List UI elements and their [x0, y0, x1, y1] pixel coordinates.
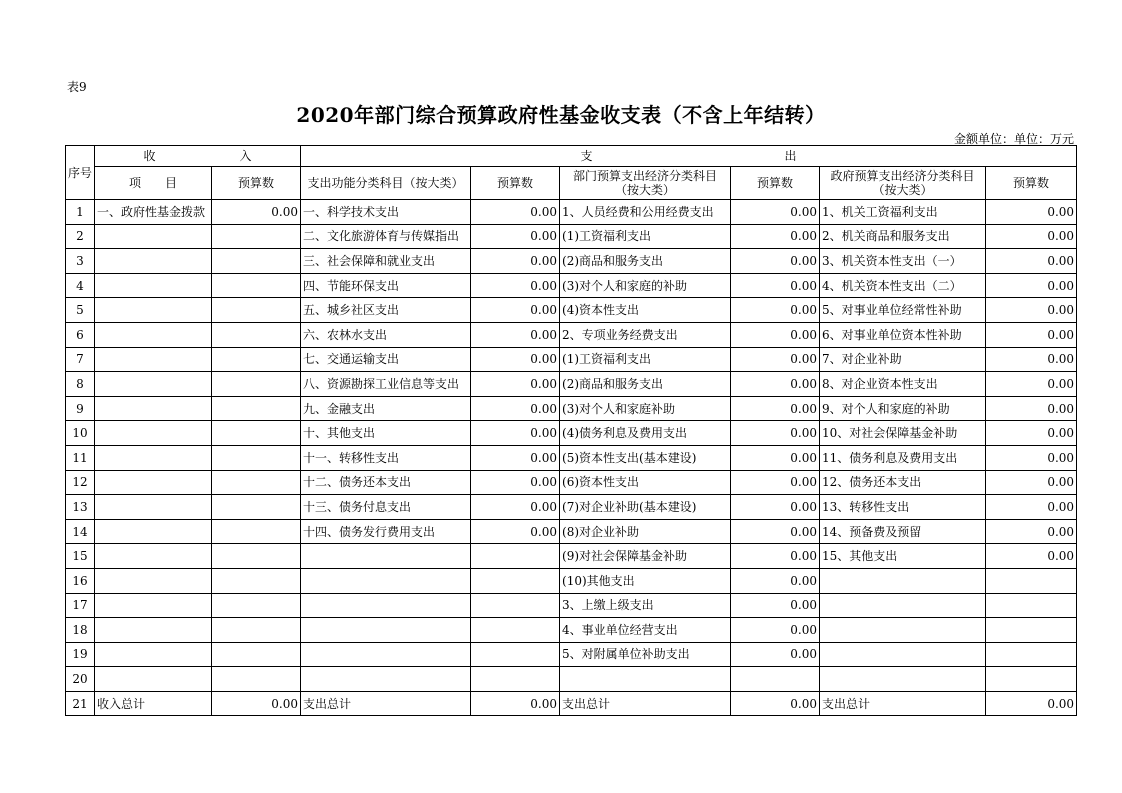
- func-amount-cell: [471, 667, 560, 692]
- dept-amount-cell: 0.00: [731, 470, 820, 495]
- gov-econ-cell: [820, 618, 986, 643]
- dept-amount-cell: 0.00: [731, 691, 820, 716]
- seq-cell: 16: [66, 568, 95, 593]
- table-row: [66, 519, 1077, 544]
- table-row: [66, 273, 1077, 298]
- dept-amount-cell: [731, 667, 820, 692]
- seq-cell: 18: [66, 618, 95, 643]
- gov-econ-cell: 8、对企业资本性支出: [820, 372, 986, 397]
- header-budget-dept: 预算数: [731, 167, 820, 200]
- dept-amount-cell: 0.00: [731, 396, 820, 421]
- func-class-cell: 八、资源勘探工业信息等支出: [301, 372, 471, 397]
- seq-cell: 20: [66, 667, 95, 692]
- dept-amount-cell: 0.00: [731, 519, 820, 544]
- income-item-cell: [95, 396, 212, 421]
- gov-econ-cell: 15、其他支出: [820, 544, 986, 569]
- func-class-cell: [301, 618, 471, 643]
- table-row: [66, 372, 1077, 397]
- gov-econ-cell: 1、机关工资福利支出: [820, 200, 986, 225]
- dept-econ-cell: (3)对个人和家庭的补助: [560, 273, 731, 298]
- dept-econ-cell: [560, 667, 731, 692]
- func-class-cell: [301, 642, 471, 667]
- seq-cell: 14: [66, 519, 95, 544]
- budget-table: [65, 145, 1077, 716]
- table-row: [66, 396, 1077, 421]
- header-dept-econ: 部门预算支出经济分类科目（按大类）: [560, 167, 731, 200]
- func-amount-cell: 0.00: [471, 224, 560, 249]
- dept-amount-cell: 0.00: [731, 298, 820, 323]
- income-amount-cell: [212, 568, 301, 593]
- dept-econ-cell: 支出总计: [560, 691, 731, 716]
- income-item-cell: [95, 224, 212, 249]
- header-row-1: [66, 146, 1077, 167]
- gov-amount-cell: 0.00: [986, 273, 1077, 298]
- func-class-cell: [301, 593, 471, 618]
- func-class-cell: 十二、债务还本支出: [301, 470, 471, 495]
- table-row: [66, 544, 1077, 569]
- seq-cell: 12: [66, 470, 95, 495]
- dept-econ-cell: (5)资本性支出(基本建设): [560, 445, 731, 470]
- income-item-cell: [95, 642, 212, 667]
- income-item-cell: [95, 667, 212, 692]
- seq-cell: 9: [66, 396, 95, 421]
- gov-econ-cell: 支出总计: [820, 691, 986, 716]
- gov-amount-cell: [986, 642, 1077, 667]
- dept-econ-cell: (4)债务利息及费用支出: [560, 421, 731, 446]
- dept-amount-cell: 0.00: [731, 249, 820, 274]
- table-row: [66, 470, 1077, 495]
- gov-econ-cell: [820, 593, 986, 618]
- seq-cell: 6: [66, 322, 95, 347]
- func-amount-cell: 0.00: [471, 495, 560, 520]
- seq-cell: 4: [66, 273, 95, 298]
- income-amount-cell: [212, 593, 301, 618]
- income-amount-cell: [212, 298, 301, 323]
- table-row: [66, 691, 1077, 716]
- gov-econ-cell: 11、债务利息及费用支出: [820, 445, 986, 470]
- func-amount-cell: 0.00: [471, 298, 560, 323]
- dept-amount-cell: 0.00: [731, 273, 820, 298]
- income-amount-cell: [212, 273, 301, 298]
- header-budget-gov: 预算数: [986, 167, 1077, 200]
- page-title: 2020年部门综合预算政府性基金收支表（不含上年结转）: [296, 103, 826, 127]
- header-seq: 序号: [66, 146, 95, 200]
- income-amount-cell: [212, 618, 301, 643]
- dept-econ-cell: (4)资本性支出: [560, 298, 731, 323]
- gov-amount-cell: 0.00: [986, 544, 1077, 569]
- header-item: 项 目: [95, 167, 212, 200]
- dept-econ-cell: (10)其他支出: [560, 568, 731, 593]
- dept-amount-cell: 0.00: [731, 347, 820, 372]
- func-class-cell: 一、科学技术支出: [301, 200, 471, 225]
- income-amount-cell: 0.00: [212, 200, 301, 225]
- dept-econ-cell: (3)对个人和家庭补助: [560, 396, 731, 421]
- gov-amount-cell: [986, 618, 1077, 643]
- gov-amount-cell: 0.00: [986, 347, 1077, 372]
- gov-amount-cell: 0.00: [986, 445, 1077, 470]
- gov-amount-cell: 0.00: [986, 372, 1077, 397]
- func-class-cell: 十一、转移性支出: [301, 445, 471, 470]
- func-amount-cell: 0.00: [471, 470, 560, 495]
- income-amount-cell: [212, 322, 301, 347]
- func-class-cell: 支出总计: [301, 691, 471, 716]
- gov-amount-cell: 0.00: [986, 396, 1077, 421]
- func-class-cell: 五、城乡社区支出: [301, 298, 471, 323]
- func-class-cell: 十、其他支出: [301, 421, 471, 446]
- dept-amount-cell: 0.00: [731, 642, 820, 667]
- dept-amount-cell: 0.00: [731, 618, 820, 643]
- dept-amount-cell: 0.00: [731, 544, 820, 569]
- gov-econ-cell: 13、转移性支出: [820, 495, 986, 520]
- income-amount-cell: [212, 470, 301, 495]
- income-item-cell: [95, 372, 212, 397]
- gov-econ-cell: 12、债务还本支出: [820, 470, 986, 495]
- func-amount-cell: 0.00: [471, 396, 560, 421]
- dept-econ-cell: 2、专项业务经费支出: [560, 322, 731, 347]
- table-row: [66, 618, 1077, 643]
- income-amount-cell: 0.00: [212, 691, 301, 716]
- amount-unit: 金额单位：单位：万元: [953, 132, 1074, 146]
- income-item-cell: 收入总计: [95, 691, 212, 716]
- income-amount-cell: [212, 667, 301, 692]
- seq-cell: 15: [66, 544, 95, 569]
- gov-econ-cell: 3、机关资本性支出（一）: [820, 249, 986, 274]
- table-row: [66, 642, 1077, 667]
- func-class-cell: 十四、债务发行费用支出: [301, 519, 471, 544]
- gov-amount-cell: 0.00: [986, 298, 1077, 323]
- func-amount-cell: 0.00: [471, 372, 560, 397]
- dept-amount-cell: 0.00: [731, 593, 820, 618]
- header-budget-income: 预算数: [212, 167, 301, 200]
- dept-econ-cell: 5、对附属单位补助支出: [560, 642, 731, 667]
- seq-cell: 2: [66, 224, 95, 249]
- func-class-cell: [301, 544, 471, 569]
- dept-amount-cell: 0.00: [731, 200, 820, 225]
- dept-amount-cell: 0.00: [731, 372, 820, 397]
- func-class-cell: [301, 667, 471, 692]
- table-row: [66, 667, 1077, 692]
- seq-cell: 7: [66, 347, 95, 372]
- gov-amount-cell: 0.00: [986, 495, 1077, 520]
- seq-cell: 11: [66, 445, 95, 470]
- gov-amount-cell: 0.00: [986, 224, 1077, 249]
- func-class-cell: 六、农林水支出: [301, 322, 471, 347]
- seq-cell: 13: [66, 495, 95, 520]
- gov-amount-cell: 0.00: [986, 249, 1077, 274]
- func-class-cell: 十三、债务付息支出: [301, 495, 471, 520]
- dept-amount-cell: 0.00: [731, 421, 820, 446]
- table-row: [66, 593, 1077, 618]
- func-amount-cell: [471, 618, 560, 643]
- income-item-cell: [95, 568, 212, 593]
- dept-econ-cell: (2)商品和服务支出: [560, 249, 731, 274]
- gov-amount-cell: [986, 667, 1077, 692]
- gov-econ-cell: [820, 642, 986, 667]
- income-amount-cell: [212, 519, 301, 544]
- header-row-2: [66, 167, 1077, 200]
- income-item-cell: [95, 249, 212, 274]
- func-amount-cell: 0.00: [471, 200, 560, 225]
- seq-cell: 19: [66, 642, 95, 667]
- gov-amount-cell: 0.00: [986, 470, 1077, 495]
- func-class-cell: 七、交通运输支出: [301, 347, 471, 372]
- func-amount-cell: [471, 642, 560, 667]
- table-row: [66, 249, 1077, 274]
- table-row: [66, 421, 1077, 446]
- seq-cell: 1: [66, 200, 95, 225]
- income-amount-cell: [212, 224, 301, 249]
- income-amount-cell: [212, 544, 301, 569]
- header-expense: 支 出: [301, 146, 1077, 167]
- func-class-cell: [301, 568, 471, 593]
- income-amount-cell: [212, 642, 301, 667]
- table-row: [66, 298, 1077, 323]
- table-row: [66, 495, 1077, 520]
- seq-cell: 17: [66, 593, 95, 618]
- header-gov-econ: 政府预算支出经济分类科目（按大类）: [820, 167, 986, 200]
- dept-econ-cell: (1)工资福利支出: [560, 347, 731, 372]
- dept-amount-cell: 0.00: [731, 568, 820, 593]
- gov-econ-cell: 7、对企业补助: [820, 347, 986, 372]
- income-amount-cell: [212, 347, 301, 372]
- gov-amount-cell: 0.00: [986, 200, 1077, 225]
- dept-econ-cell: (2)商品和服务支出: [560, 372, 731, 397]
- func-amount-cell: 0.00: [471, 347, 560, 372]
- income-item-cell: [95, 347, 212, 372]
- income-item-cell: [95, 593, 212, 618]
- gov-econ-cell: [820, 667, 986, 692]
- dept-econ-cell: 3、上缴上级支出: [560, 593, 731, 618]
- func-amount-cell: [471, 568, 560, 593]
- func-amount-cell: [471, 544, 560, 569]
- income-amount-cell: [212, 445, 301, 470]
- func-class-cell: 二、文化旅游体育与传媒指出: [301, 224, 471, 249]
- table-row: [66, 200, 1077, 225]
- income-item-cell: [95, 322, 212, 347]
- gov-econ-cell: 14、预备费及预留: [820, 519, 986, 544]
- gov-amount-cell: 0.00: [986, 322, 1077, 347]
- gov-econ-cell: 2、机关商品和服务支出: [820, 224, 986, 249]
- gov-amount-cell: [986, 593, 1077, 618]
- income-item-cell: [95, 421, 212, 446]
- income-item-cell: [95, 618, 212, 643]
- gov-econ-cell: 4、机关资本性支出（二）: [820, 273, 986, 298]
- header-income: 收 入: [95, 146, 301, 167]
- income-item-cell: [95, 519, 212, 544]
- table-row: [66, 322, 1077, 347]
- func-class-cell: 三、社会保障和就业支出: [301, 249, 471, 274]
- func-amount-cell: 0.00: [471, 519, 560, 544]
- dept-econ-cell: (8)对企业补助: [560, 519, 731, 544]
- gov-econ-cell: 10、对社会保障基金补助: [820, 421, 986, 446]
- header-func-class: 支出功能分类科目（按大类）: [301, 167, 471, 200]
- gov-amount-cell: [986, 568, 1077, 593]
- gov-econ-cell: [820, 568, 986, 593]
- dept-amount-cell: 0.00: [731, 495, 820, 520]
- func-amount-cell: 0.00: [471, 322, 560, 347]
- func-class-cell: 九、金融支出: [301, 396, 471, 421]
- func-amount-cell: 0.00: [471, 445, 560, 470]
- dept-econ-cell: (9)对社会保障基金补助: [560, 544, 731, 569]
- gov-amount-cell: 0.00: [986, 519, 1077, 544]
- table-row: [66, 445, 1077, 470]
- income-item-cell: [95, 298, 212, 323]
- header-budget-func: 预算数: [471, 167, 560, 200]
- table-row: [66, 224, 1077, 249]
- income-item-cell: [95, 495, 212, 520]
- dept-econ-cell: 1、人员经费和公用经费支出: [560, 200, 731, 225]
- gov-econ-cell: 6、对事业单位资本性补助: [820, 322, 986, 347]
- table-row: [66, 347, 1077, 372]
- dept-amount-cell: 0.00: [731, 445, 820, 470]
- func-amount-cell: 0.00: [471, 691, 560, 716]
- dept-econ-cell: 4、事业单位经营支出: [560, 618, 731, 643]
- income-amount-cell: [212, 249, 301, 274]
- func-amount-cell: 0.00: [471, 249, 560, 274]
- gov-amount-cell: 0.00: [986, 421, 1077, 446]
- dept-econ-cell: (1)工资福利支出: [560, 224, 731, 249]
- income-item-cell: [95, 445, 212, 470]
- func-class-cell: 四、节能环保支出: [301, 273, 471, 298]
- dept-econ-cell: (7)对企业补助(基本建设): [560, 495, 731, 520]
- dept-amount-cell: 0.00: [731, 322, 820, 347]
- dept-econ-cell: (6)资本性支出: [560, 470, 731, 495]
- income-amount-cell: [212, 421, 301, 446]
- income-item-cell: [95, 273, 212, 298]
- income-item-cell: 一、政府性基金拨款: [95, 200, 212, 225]
- income-amount-cell: [212, 396, 301, 421]
- func-amount-cell: 0.00: [471, 421, 560, 446]
- gov-amount-cell: 0.00: [986, 691, 1077, 716]
- func-amount-cell: 0.00: [471, 273, 560, 298]
- gov-econ-cell: 9、对个人和家庭的补助: [820, 396, 986, 421]
- func-amount-cell: [471, 593, 560, 618]
- table-row: [66, 568, 1077, 593]
- seq-cell: 10: [66, 421, 95, 446]
- seq-cell: 21: [66, 691, 95, 716]
- income-amount-cell: [212, 372, 301, 397]
- income-amount-cell: [212, 495, 301, 520]
- income-item-cell: [95, 544, 212, 569]
- seq-cell: 5: [66, 298, 95, 323]
- table-number: 表9: [67, 80, 87, 94]
- income-item-cell: [95, 470, 212, 495]
- dept-amount-cell: 0.00: [731, 224, 820, 249]
- gov-econ-cell: 5、对事业单位经常性补助: [820, 298, 986, 323]
- seq-cell: 3: [66, 249, 95, 274]
- seq-cell: 8: [66, 372, 95, 397]
